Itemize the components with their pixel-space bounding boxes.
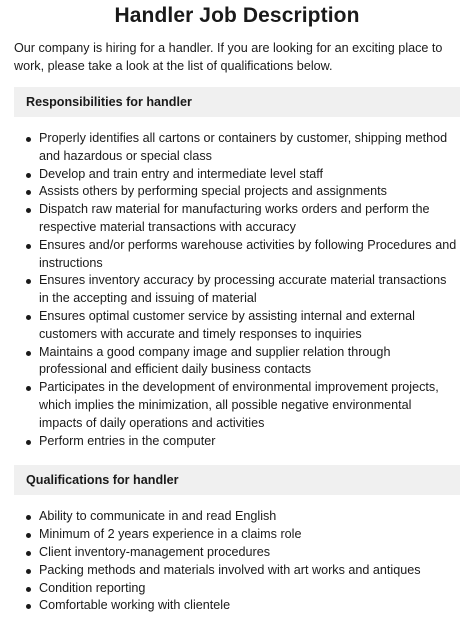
list-item: Perform entries in the computer — [39, 433, 460, 451]
list-item: Assists others by performing special projects and assignments — [39, 183, 460, 201]
responsibilities-list — [14, 130, 460, 450]
qualifications-list — [14, 508, 460, 615]
list-item: Ability to communicate in and read English — [39, 508, 460, 526]
list-item: Properly identifies all cartons or containers by customer, shipping method and hazardous or special class — [39, 130, 460, 166]
list-item: Comfortable working with clientele — [39, 597, 460, 615]
list-item: Condition reporting — [39, 580, 460, 598]
list-item: Dispatch raw material for manufacturing works orders and perform the respective material transactions with accuracy — [39, 201, 460, 237]
list-item: Maintains a good company image and supplier relation through professional and efficient daily business contacts — [39, 344, 460, 380]
list-item: Client inventory-management procedures — [39, 544, 460, 562]
list-item: Minimum of 2 years experience in a claims role — [39, 526, 460, 544]
list-item: Ensures and/or performs warehouse activities by following Procedures and instructions — [39, 237, 460, 273]
qualifications-heading: Qualifications for handler — [14, 465, 460, 495]
list-item: Ensures inventory accuracy by processing accurate material transactions in the accepting and issuing of material — [39, 272, 460, 308]
list-item: Participates in the development of environmental improvement projects, which implies the minimization, all possible negative environmental impacts of daily operations and activities — [39, 379, 460, 432]
page-title: Handler Job Description — [114, 4, 360, 27]
list-item: Ensures optimal customer service by assisting internal and external customers with accurate and timely responses to inquiries — [39, 308, 460, 344]
intro-paragraph: Our company is hiring for a handler. If you are looking for an exciting place to work, please take a look at the list of qualifications below. — [14, 41, 443, 73]
responsibilities-heading: Responsibilities for handler — [14, 87, 460, 117]
list-item: Develop and train entry and intermediate level staff — [39, 166, 460, 184]
list-item: Packing methods and materials involved with art works and antiques — [39, 562, 460, 580]
